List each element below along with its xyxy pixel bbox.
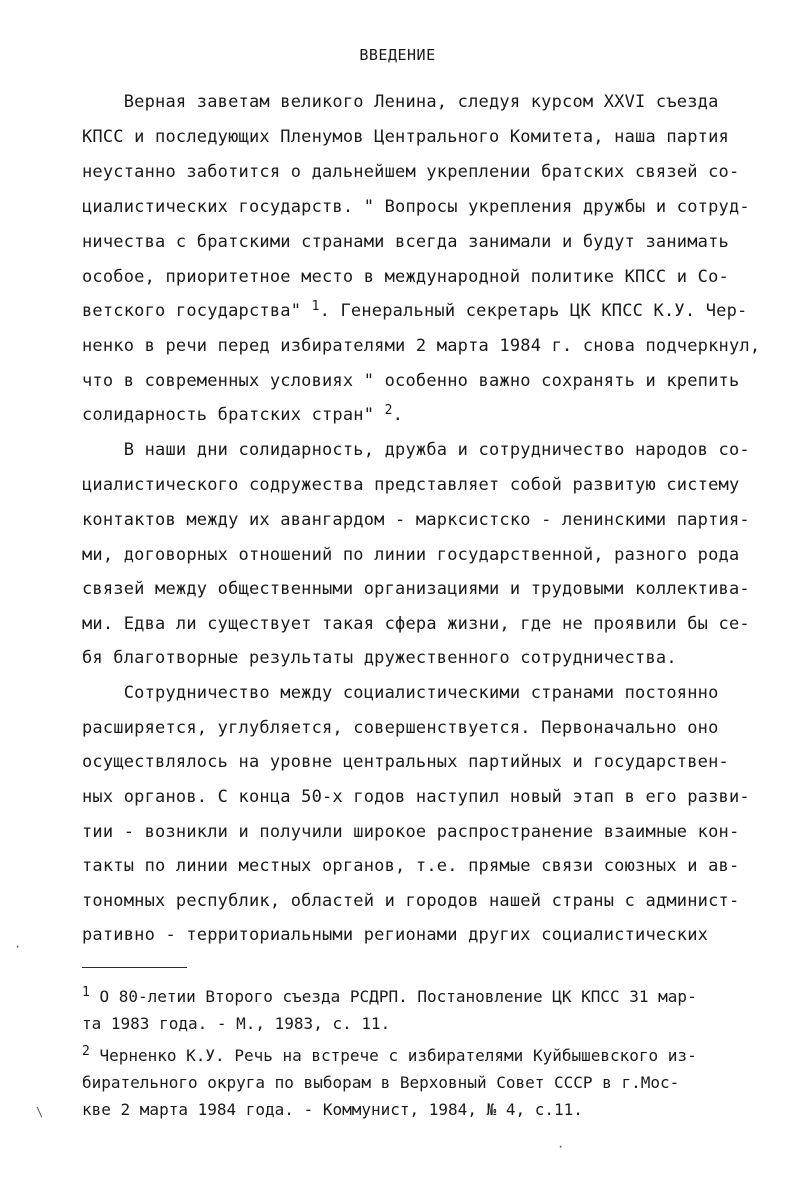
text-line: контактов между их авангардом - марксистско - ленинскими партия- — [82, 510, 750, 530]
footnote-1-line: та 1983 года. - М., 1983, с. 11. — [82, 1014, 391, 1033]
text-line: такты по линии местных органов, т.е. прямые связи союзных и ав- — [82, 856, 740, 876]
footnote-2-line: кве 2 марта 1984 года. - Коммунист, 1984, № 4, с.11. — [82, 1100, 583, 1119]
text-line: особое, приоритетное место в международной политике КПСС и Со- — [82, 267, 729, 287]
text-line: В наши дни солидарность, дружба и сотрудничество народов со- — [82, 440, 750, 460]
text-segment: ветского государства" — [82, 301, 302, 321]
footnote-number: 2 — [82, 1044, 90, 1059]
text-line: связей между общественными организациями и трудовыми коллектива- — [82, 579, 750, 599]
text-line: Сотрудничество между социалистическими странами постоянно — [82, 683, 719, 703]
text-line: осуществлялось на уровне центральных партийных и государствен- — [82, 752, 729, 772]
text-line: циалистических государств. " Вопросы укрепления дружбы и сотруд- — [82, 197, 750, 217]
footnote-1-line — [82, 987, 697, 1007]
text-line: тономных республик, областей и городов нашей страны с админист- — [82, 891, 740, 911]
footnote-number: 1 — [82, 985, 90, 1000]
text-line: ративно - территориальными регионами других социалистических — [82, 925, 709, 945]
text-line: тии - возникли и получили широкое распространение взаимные кон- — [82, 822, 740, 842]
text-line: Верная заветам великого Ленина, следуя курсом XXVI съезда — [82, 92, 719, 112]
text-line: циалистического содружества представляет собой развитую систему — [82, 475, 740, 495]
text-line: бя благотворные результаты дружественного сотрудничества. — [82, 648, 677, 668]
footnote-separator — [82, 967, 187, 968]
text-line: ных органов. С конца 50-х годов наступил новый этап в его разви- — [82, 787, 750, 807]
text-segment: . Генеральный секретарь ЦК КПСС К.У. Чер- — [319, 301, 748, 321]
footnote-2-line: бирательного округа по выборам в Верховный Совет СССР в г.Мос- — [82, 1073, 680, 1092]
footnote-2-line — [82, 1046, 697, 1066]
text-line: что в современных условиях " особенно важно сохранять и крепить — [82, 371, 740, 391]
text-line: ми. Едва ли существует такая сфера жизни, где не проявили бы се- — [82, 614, 750, 634]
footnote-ref-1: 1 — [311, 299, 320, 314]
text-segment: солидарность братских стран" — [82, 405, 375, 425]
text-line: ничества с братскими странами всегда занимали и будут занимать — [82, 232, 729, 252]
page-title: ВВЕДЕНИЕ — [359, 46, 436, 64]
text-line-with-footnote-ref — [82, 301, 747, 321]
text-line: ми, договорных отношений по линии государственной, разного рода — [82, 545, 740, 565]
scan-mark: \ — [36, 1105, 44, 1119]
scan-speck: · — [14, 940, 22, 954]
footnote-ref-2: 2 — [384, 403, 393, 418]
text-line-with-footnote-ref — [82, 405, 403, 425]
scan-speck: · — [557, 1140, 565, 1154]
footnote-text: Черненко К.У. Речь на встрече с избирателями Куйбышевского из- — [89, 1046, 697, 1065]
footnote-text: О 80-летии Второго съезда РСДРП. Постановление ЦК КПСС 31 мар- — [89, 987, 697, 1006]
text-line: КПСС и последующих Пленумов Центрального Комитета, наша партия — [82, 127, 729, 147]
text-line: неустанно заботится о дальнейшем укреплении братских связей со- — [82, 162, 740, 182]
text-line: расширяется, углубляется, совершенствуется. Первоначально оно — [82, 718, 719, 738]
text-segment: . — [392, 405, 404, 425]
text-line: ненко в речи перед избирателями 2 марта 1984 г. снова подчеркнул, — [82, 336, 761, 356]
